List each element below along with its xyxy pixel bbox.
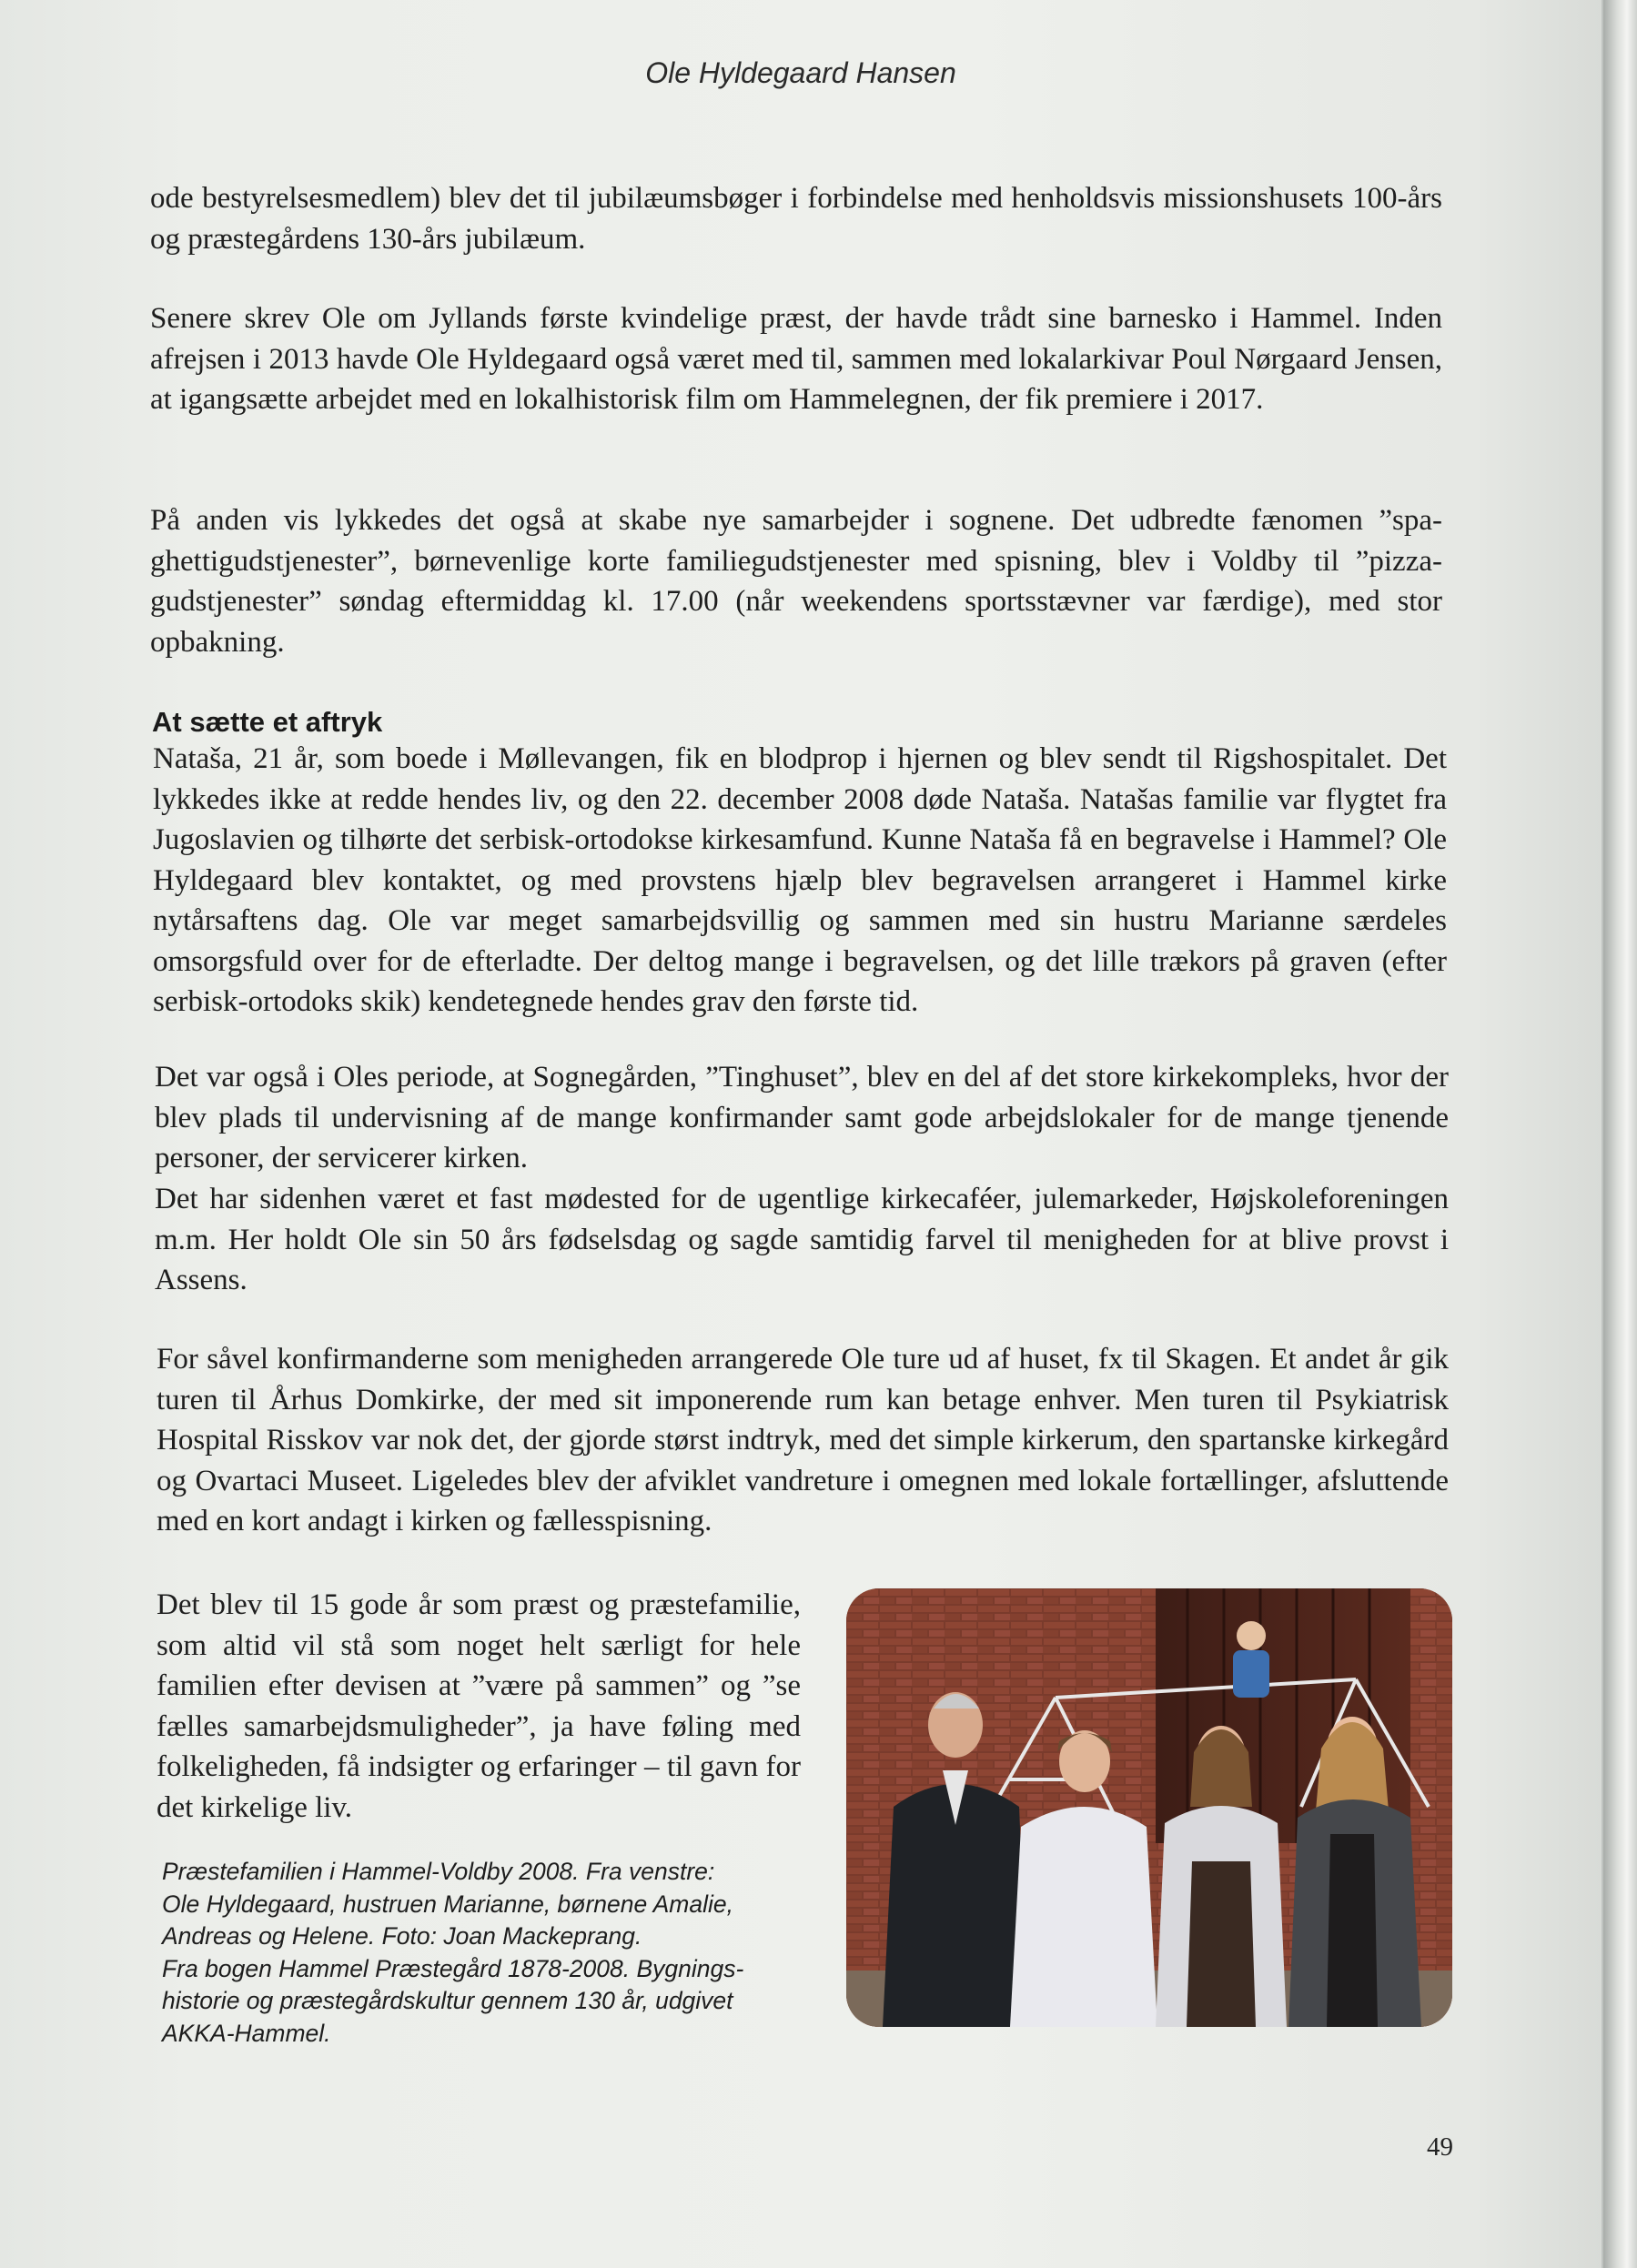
paragraph-2: Senere skrev Ole om Jyllands første kvindelige præst, der havde trådt sine barnesko i Hammel. Inden afrejsen i 2013 havde Ole Hyldegaard også været med til, sammen med lokalarkivar Poul Nørgaard Jensen, at igangsætte arbejdet med en lokalhistorisk film om Hammelegnen, der fik premiere i 2017. bbox=[150, 302, 1442, 416]
paragraph-3: På anden vis lykkedes det også at skabe nye samarbejder i sognene. Det udbredte fænomen ”spaghettigudstjenester”, børnevenlige korte familiegudstjenester med spisning, blev i Voldby til ”pizzagudstjenester” søndag eftermiddag kl. 17.00 (når weekendens sportsstævner var færdige), med stor opbakning. bbox=[150, 504, 1442, 659]
caption-line: historie og præstegårdskultur gennem 130 år, udgivet bbox=[162, 1987, 733, 2014]
paragraph-3-block bbox=[150, 500, 1442, 662]
page-edge bbox=[1603, 0, 1637, 2268]
caption-line: Andreas og Helene. Foto: Joan Mackeprang. bbox=[162, 1922, 642, 1950]
paragraph-5: Det var også i Oles periode, at Sognegården, ”Tinghuset”, blev en del af det store kirkekompleks, hvor der blev plads til undervisning af de mange konfirmander samt gode arbejdslokaler for de mange tjenende personer, der servicerer kirken. bbox=[155, 1061, 1449, 1174]
paragraph-6: Det har sidenhen været et fast mødested for de ugentlige kirkecaféer, julemarkeder, Højskoleforeningen m.m. Her holdt Ole sin 50 års fødselsdag og sagde samtidig farvel til menigheden for at blive provst i Assens. bbox=[155, 1183, 1449, 1296]
paragraph-7-block bbox=[157, 1339, 1449, 1542]
paragraph-4: Nataša, 21 år, som boede i Møllevangen, fik en blodprop i hjernen og blev sendt til Rigshospitalet. Det lykkedes ikke at redde hendes liv, og den 22. december 2008 døde Nataša. Natašas familie var flygtet fra Jugoslavien og tilhørte det serbisk-ortodokse kirkesamfund. Kunne Nataša få en begravelse i Hammel? Ole Hyldegaard blev kontaktet, og med provstens hjælp blev begravelsen arrangeret i Hammel kirke nytårsaftens dag. Ole var meget samarbejdsvillig og sammen med sin hustru Marianne særdeles omsorgsfuld over for de efterladte. Der deltog mange i begravelsen, og det lille trækors på graven (efter serbisk-ortodoks skik) kendetegnede hendes grav den første tid. bbox=[153, 742, 1447, 1018]
section-heading: At sætte et aftryk bbox=[152, 706, 383, 738]
family-photo bbox=[846, 1588, 1452, 2027]
running-head: Ole Hyldegaard Hansen bbox=[645, 56, 956, 89]
paragraph-1: ode bestyrelsesmedlem) blev det til jubilæumsbøger i forbindelse med henholdsvis missionshusets 100-års og præstegårdens 130-års jubilæum. bbox=[150, 182, 1442, 256]
paragraph-7: For såvel konfirmanderne som menigheden arrangerede Ole ture ud af huset, fx til Skagen. Et andet år gik turen til Århus Domkirke, der med sit imponerende rum kan betage enhver. Men turen til Psykiatrisk Hospital Risskov var nok det, der gjorde størst indtryk, med det simple kirkerum, den spartanske kirkegård og Ovartaci Museet. Ligeledes blev der afviklet vandreture i omegnen med lokale fortællinger, afsluttende med en kort andagt i kirken og fællesspisning. bbox=[157, 1343, 1449, 1537]
paragraph-4-block bbox=[153, 739, 1447, 1023]
caption-line: Fra bogen Hammel Præstegård 1878-2008. Bygnings- bbox=[162, 1954, 744, 1982]
caption-line: Præstefamilien i Hammel-Voldby 2008. Fra venstre: bbox=[162, 1858, 715, 1885]
caption-line: Ole Hyldegaard, hustruen Marianne, børnene Amalie, bbox=[162, 1890, 733, 1918]
paragraph-8: Det blev til 15 gode år som præst og præstefamilie, som altid vil stå som noget helt særligt for hele familien efter devisen at ”være på sammen” og ”se fælles samarbejdsmuligheder”, ja have føling med folkeligheden, få indsigter og erfaringer – til gavn for det kirkelige liv. bbox=[157, 1588, 801, 1824]
paragraph-6-block bbox=[155, 1179, 1449, 1301]
paragraph-5-block bbox=[155, 1057, 1449, 1179]
paragraph-2-block bbox=[150, 298, 1442, 420]
family-photo-illustration bbox=[846, 1588, 1452, 2027]
page-number: 49 bbox=[1427, 2132, 1453, 2162]
photo-caption bbox=[162, 1856, 817, 2050]
paragraph-1-block bbox=[150, 178, 1442, 259]
caption-line: AKKA-Hammel. bbox=[162, 2019, 331, 2047]
